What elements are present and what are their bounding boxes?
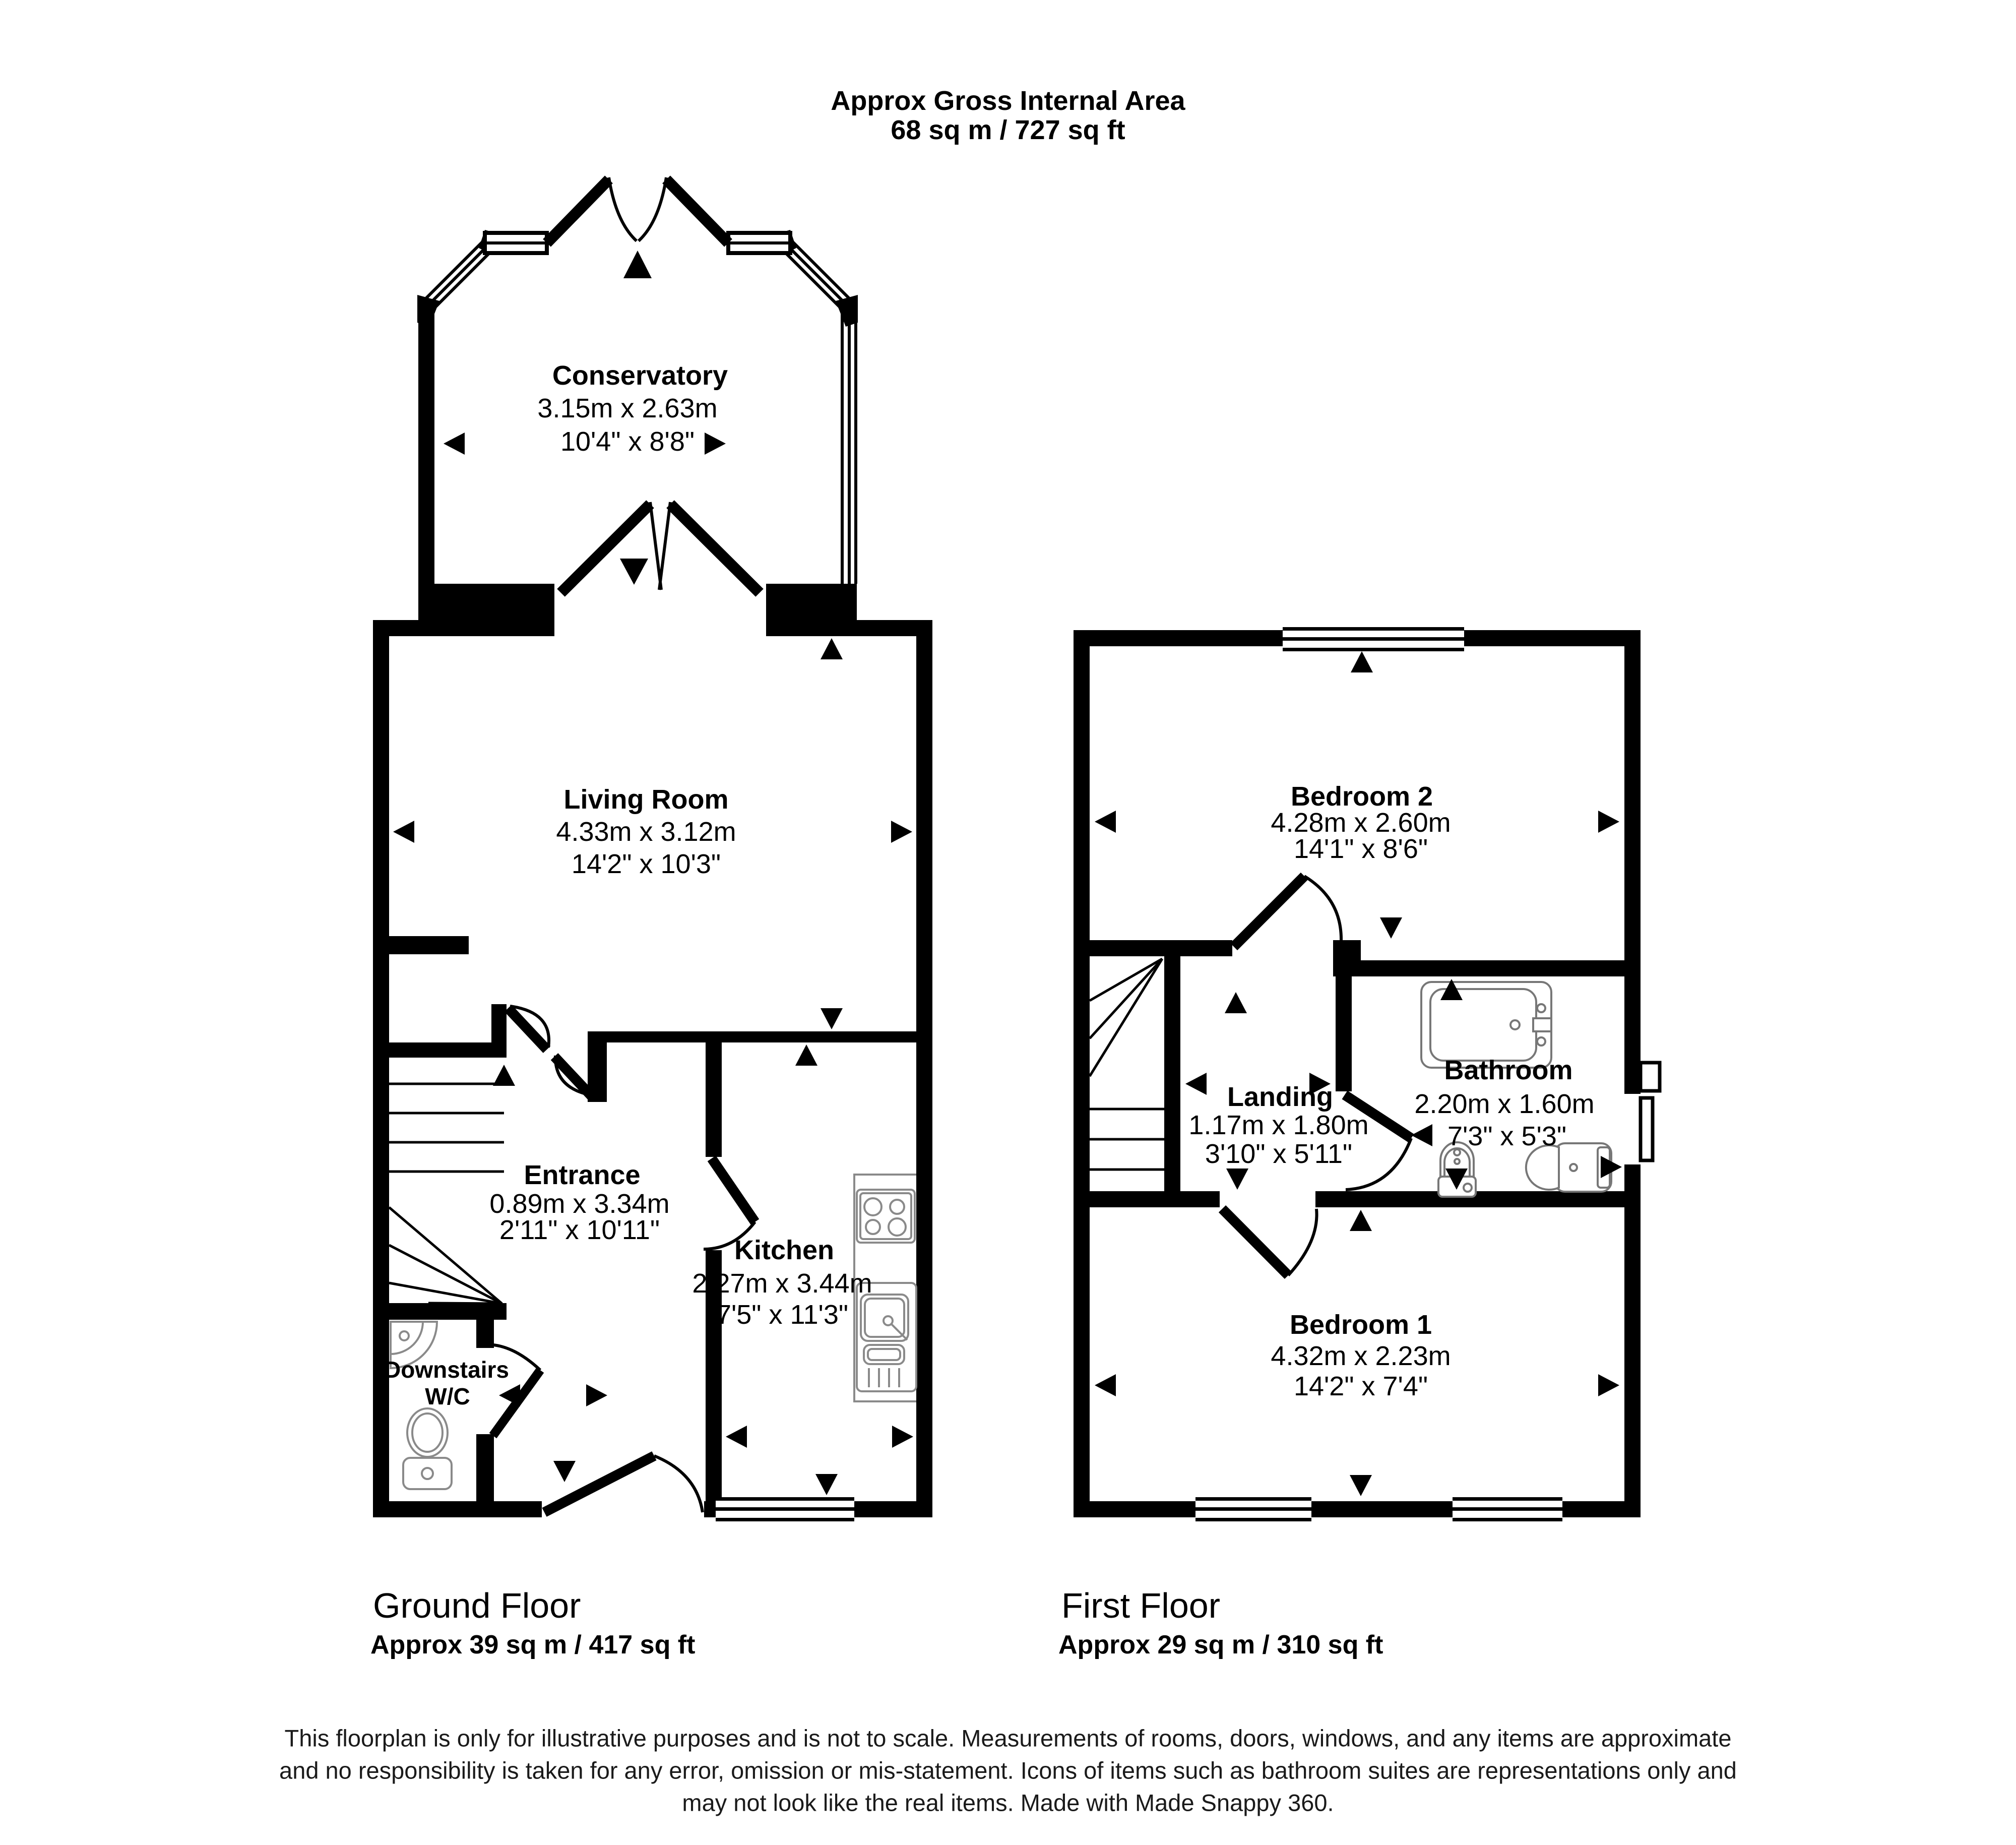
conservatory-up-arrow bbox=[623, 251, 652, 278]
living-up-arrow bbox=[821, 638, 843, 659]
disclaimer-line2: and no responsibility is taken for any error, omission or mis-statement. Icons of items such as bathroom suites are representations only and bbox=[279, 1757, 1737, 1784]
bedroom2-window bbox=[1283, 627, 1464, 651]
conservatory-right-arrow bbox=[705, 433, 726, 455]
kitchen-metric: 2.27m x 3.44m bbox=[692, 1268, 872, 1299]
living-room-metric: 4.33m x 3.12m bbox=[556, 817, 736, 847]
bedroom2-door bbox=[1234, 876, 1341, 957]
wc-toilet-icon bbox=[403, 1408, 452, 1489]
living-down-arrow bbox=[821, 1008, 843, 1029]
wc-name-line2: W/C bbox=[425, 1383, 470, 1409]
living-room-imperial: 14'2" x 10'3" bbox=[571, 849, 721, 879]
bedroom1-metric: 4.32m x 2.23m bbox=[1271, 1341, 1451, 1371]
bathroom-metric: 2.20m x 1.60m bbox=[1414, 1089, 1595, 1119]
ground-floor-stairs bbox=[389, 1084, 504, 1304]
kitchen-right-arrow bbox=[892, 1426, 913, 1448]
bay-french-doors bbox=[547, 177, 728, 243]
kitchen-left-arrow bbox=[726, 1426, 747, 1448]
bedroom2-name: Bedroom 2 bbox=[1290, 781, 1433, 812]
wc-name-line1: Downstairs bbox=[384, 1357, 509, 1383]
entrance-imperial: 2'11" x 10'11" bbox=[499, 1215, 660, 1245]
bedroom1-window-left bbox=[1195, 1497, 1311, 1521]
bedroom1-door bbox=[1222, 1209, 1317, 1275]
bathroom-name: Bathroom bbox=[1444, 1055, 1573, 1085]
conservatory-name: Conservatory bbox=[552, 360, 728, 391]
bedroom2-right-arrow bbox=[1598, 811, 1619, 833]
entrance-left-arrow bbox=[499, 1384, 520, 1406]
landing-down-arrow bbox=[1226, 1168, 1248, 1190]
landing-name: Landing bbox=[1227, 1082, 1333, 1112]
landing-up-arrow bbox=[1225, 992, 1247, 1013]
bathroom-left-arrow bbox=[1411, 1124, 1432, 1146]
ground-floor-label: Ground Floor bbox=[373, 1586, 581, 1625]
bedroom2-left-arrow bbox=[1095, 811, 1116, 833]
first-floor-area: Approx 29 sq m / 310 sq ft bbox=[1058, 1630, 1383, 1659]
entrance-name: Entrance bbox=[524, 1160, 641, 1190]
bedroom1-left-arrow bbox=[1095, 1374, 1116, 1396]
bedroom2-up-arrow bbox=[1351, 651, 1373, 672]
kitchen-imperial: 7'5" x 11'3" bbox=[716, 1300, 849, 1330]
bedroom2-metric: 4.28m x 2.60m bbox=[1271, 808, 1451, 838]
kitchen-window bbox=[716, 1497, 854, 1521]
living-entrance-doors bbox=[508, 1006, 596, 1098]
living-left-arrow bbox=[393, 821, 414, 843]
entrance-down-arrow bbox=[553, 1461, 576, 1482]
ground-floor-area: Approx 39 sq m / 417 sq ft bbox=[370, 1630, 696, 1659]
bedroom1-imperial: 14'2" x 7'4" bbox=[1293, 1371, 1428, 1401]
stove-icon bbox=[857, 1190, 915, 1243]
landing-imperial: 3'10" x 5'11" bbox=[1205, 1139, 1353, 1169]
conservatory-left-arrow bbox=[444, 433, 465, 455]
entrance-up-arrow bbox=[493, 1065, 515, 1086]
bedroom2-down-arrow bbox=[1380, 917, 1402, 939]
bedroom2-imperial: 14'1" x 8'6" bbox=[1293, 834, 1428, 864]
disclaimer-line1: This floorplan is only for illustrative purposes and is not to scale. Measurements of rooms, doors, windows, and any items are approximate bbox=[284, 1725, 1732, 1752]
entrance-metric: 0.89m x 3.34m bbox=[489, 1189, 670, 1219]
bedroom1-down-arrow bbox=[1350, 1475, 1372, 1496]
page-title-line1: Approx Gross Internal Area bbox=[831, 86, 1185, 116]
bathroom-imperial: 7'3" x 5'3" bbox=[1447, 1121, 1567, 1151]
kitchen-name: Kitchen bbox=[734, 1235, 835, 1265]
first-floor-label: First Floor bbox=[1061, 1586, 1220, 1625]
kitchen-up-arrow bbox=[795, 1044, 817, 1066]
landing-metric: 1.17m x 1.80m bbox=[1188, 1110, 1369, 1140]
landing-left-arrow bbox=[1185, 1073, 1207, 1095]
bedroom1-up-arrow bbox=[1350, 1210, 1372, 1231]
entrance-right-arrow bbox=[586, 1384, 607, 1406]
page-title-line2: 68 sq m / 727 sq ft bbox=[891, 115, 1125, 145]
bedroom1-window-right bbox=[1453, 1497, 1562, 1521]
flue-box bbox=[1641, 1063, 1660, 1091]
conservatory-living-doors bbox=[561, 502, 760, 593]
kitchen-down-arrow bbox=[815, 1474, 838, 1495]
living-right-arrow bbox=[891, 821, 912, 843]
conservatory-imperial: 10'4" x 8'8" bbox=[560, 426, 695, 457]
conservatory-down-arrow bbox=[620, 559, 648, 585]
bedroom1-name: Bedroom 1 bbox=[1289, 1310, 1432, 1340]
bedroom1-right-arrow bbox=[1598, 1374, 1619, 1396]
kitchen-sink-icon bbox=[857, 1283, 916, 1391]
first-floor-stairs bbox=[1090, 959, 1164, 1170]
conservatory-metric: 3.15m x 2.63m bbox=[537, 393, 718, 423]
living-room-name: Living Room bbox=[563, 784, 729, 815]
disclaimer-line3: may not look like the real items. Made with Made Snappy 360. bbox=[682, 1789, 1334, 1816]
